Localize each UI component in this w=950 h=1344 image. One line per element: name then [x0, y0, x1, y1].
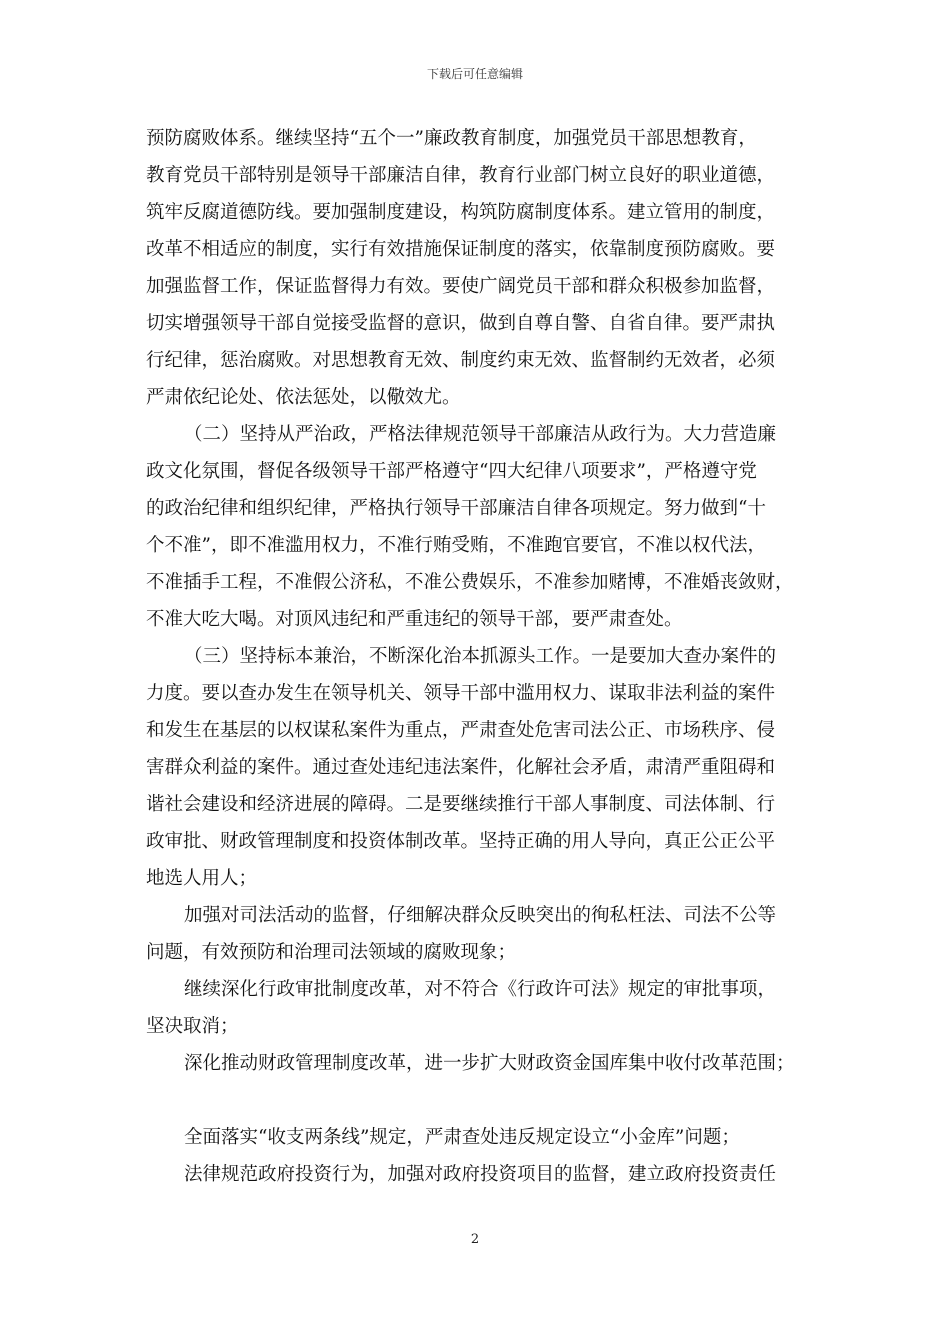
- text-line: 坚决取消；: [146, 1016, 239, 1037]
- paragraph-gap: [146, 1082, 812, 1119]
- paragraph-start-line: （二）坚持从严治政，严格法律规范领导干部廉洁从政行为。大力营造廉: [184, 424, 777, 445]
- text-line: 问题，有效预防和治理司法领域的腐败现象；: [146, 942, 517, 963]
- text-line: 的政治纪律和组织纪律，严格执行领导干部廉洁自律各项规定。努力做到“十: [146, 498, 766, 519]
- text-line: 和发生在基层的以权谋私案件为重点，严肃查处危害司法公正、市场秩序、侵: [146, 720, 776, 741]
- text-line: 严肃依纪论处、依法惩处，以儆效尤。: [146, 387, 461, 408]
- text-line: 改革不相适应的制度，实行有效措施保证制度的落实，依靠制度预防腐败。要: [146, 239, 776, 260]
- paragraph-start-line: （三）坚持标本兼治，不断深化治本抓源头工作。一是要加大查办案件的: [184, 646, 777, 667]
- paragraph-start-line: 继续深化行政审批制度改革，对不符合《行政许可法》规定的审批事项，: [184, 979, 777, 1000]
- page-header: 下载后可任意编辑: [426, 67, 523, 81]
- text-line: 政文化氛围，督促各级领导干部严格遵守“四大纪律八项要求”，严格遵守党: [146, 461, 757, 482]
- text-line: 个不准”，即不准滥用权力，不准行贿受贿，不准跑官要官，不准以权代法，: [146, 535, 766, 556]
- text-line: 教育党员干部特别是领导干部廉洁自律，教育行业部门树立良好的职业道德，: [146, 165, 776, 186]
- text-line: 害群众利益的案件。通过查处违纪违法案件，化解社会矛盾，肃清严重阻碍和: [146, 757, 776, 778]
- document-body: [146, 120, 812, 1193]
- text-line: 不准插手工程，不准假公济私，不准公费娱乐，不准参加赌博，不准婚丧敛财，: [146, 572, 794, 593]
- paragraph-start-line: 加强对司法活动的监督，仔细解决群众反映突出的徇私枉法、司法不公等: [184, 905, 777, 926]
- text-line: 不准大吃大喝。对顶风违纪和严重违纪的领导干部，要严肃查处。: [146, 609, 683, 630]
- text-line: 筑牢反腐道德防线。要加强制度建设，构筑防腐制度体系。建立管用的制度，: [146, 202, 776, 223]
- text-line: 行纪律，惩治腐败。对思想教育无效、制度约束无效、监督制约无效者，必须: [146, 350, 776, 371]
- text-line: 地选人用人；: [146, 868, 258, 889]
- page-number: 2: [470, 1232, 480, 1247]
- text-line: 力度。要以查办发生在领导机关、领导干部中滥用权力、谋取非法利益的案件: [146, 683, 776, 704]
- paragraph-start-line: 深化推动财政管理制度改革，进一步扩大财政资金国库集中收付改革范围；: [184, 1053, 795, 1074]
- text-line: 加强监督工作，保证监督得力有效。要使广阔党员干部和群众积极参加监督，: [146, 276, 776, 297]
- text-line: 谐社会建设和经济进展的障碍。二是要继续推行干部人事制度、司法体制、行: [146, 794, 776, 815]
- text-line: 预防腐败体系。继续坚持“五个一”廉政教育制度，加强党员干部思想教育，: [146, 128, 757, 149]
- text-line: 切实增强领导干部自觉接受监督的意识，做到自尊自警、自省自律。要严肃执: [146, 313, 776, 334]
- paragraph-start-line: 法律规范政府投资行为，加强对政府投资项目的监督，建立政府投资责任: [184, 1164, 777, 1185]
- text-line: 政审批、财政管理制度和投资体制改革。坚持正确的用人导向，真正公正公平: [146, 831, 776, 852]
- paragraph-start-line: 全面落实“收支两条线”规定，严肃查处违反规定设立“小金库”问题；: [184, 1127, 740, 1148]
